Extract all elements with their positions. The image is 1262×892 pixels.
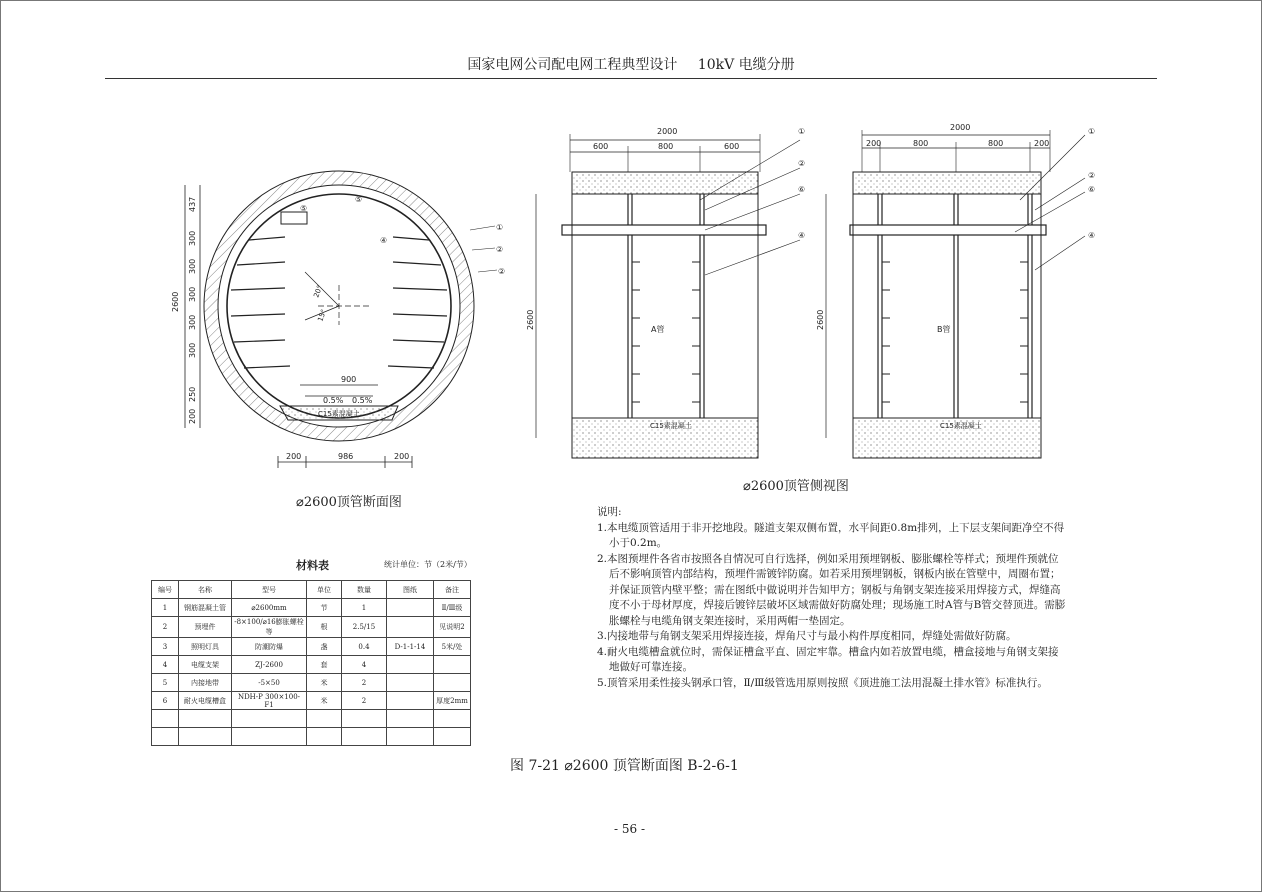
table-cell bbox=[387, 674, 434, 692]
table-row bbox=[152, 710, 471, 728]
col-header: 备注 bbox=[434, 581, 471, 599]
table-cell bbox=[387, 692, 434, 710]
cross-section-drawing bbox=[185, 171, 497, 468]
table-row bbox=[152, 599, 471, 617]
table-cell bbox=[152, 710, 179, 728]
table-cell: 5米/处 bbox=[434, 638, 471, 656]
side-b-callout-2: ② bbox=[1088, 171, 1096, 180]
table-cell: 根 bbox=[307, 617, 342, 638]
table-cell: 电缆支架 bbox=[179, 656, 232, 674]
table-cell: 2 bbox=[342, 692, 387, 710]
table-cell bbox=[179, 728, 232, 746]
col-header: 图纸 bbox=[387, 581, 434, 599]
dim-left-7: 250 bbox=[188, 386, 197, 402]
table-cell: 内接地带 bbox=[179, 674, 232, 692]
slope-right: 0.5% bbox=[352, 396, 373, 405]
section-caption: ⌀2600顶管断面图 bbox=[296, 495, 402, 510]
right-cable-brackets bbox=[388, 237, 447, 368]
figure-caption: 图 7-21 ⌀2600 顶管断面图 B-2-6-1 bbox=[510, 758, 739, 774]
table-cell bbox=[152, 728, 179, 746]
table-cell bbox=[387, 656, 434, 674]
dim-left-5: 300 bbox=[188, 314, 197, 330]
side-a-seg2: 800 bbox=[658, 142, 674, 151]
side-b-pipe: B管 bbox=[937, 325, 951, 334]
side-b-concrete: C15素混凝土 bbox=[940, 422, 982, 430]
side-b-callout-4: ④ bbox=[1088, 231, 1096, 240]
notes-title: 说明: bbox=[597, 506, 622, 518]
table-cell: 节 bbox=[307, 599, 342, 617]
table-cell bbox=[387, 617, 434, 638]
dim-bottom-2: 986 bbox=[338, 452, 354, 461]
table-cell: 米 bbox=[307, 674, 342, 692]
table-cell: 套 bbox=[307, 656, 342, 674]
table-cell: ZJ-2600 bbox=[232, 656, 307, 674]
side-b-seg1: 200 bbox=[866, 139, 882, 148]
note-4: 4.耐火电缆槽盒就位时，需保证槽盒平直、固定牢靠。槽盒内如若放置电缆，槽盒接地与角钢支架接地做好可靠连接。 bbox=[597, 645, 1059, 673]
table-cell: 防潮防爆 bbox=[232, 638, 307, 656]
table-cell bbox=[434, 674, 471, 692]
col-header: 单位 bbox=[307, 581, 342, 599]
table-cell bbox=[387, 728, 434, 746]
table-cell bbox=[387, 599, 434, 617]
table-cell: 3 bbox=[152, 638, 179, 656]
callout-5: ⑤ bbox=[300, 204, 308, 213]
table-cell: 1 bbox=[152, 599, 179, 617]
table-cell: 2 bbox=[152, 617, 179, 638]
table-cell: 2.5/15 bbox=[342, 617, 387, 638]
materials-title: 材料表 bbox=[296, 559, 329, 572]
table-row bbox=[152, 638, 471, 656]
table-row bbox=[152, 692, 471, 710]
side-b-seg3: 800 bbox=[988, 139, 1004, 148]
side-a-callout-4: ④ bbox=[798, 231, 806, 240]
side-view-a bbox=[536, 134, 800, 458]
side-view-b bbox=[826, 130, 1085, 458]
callout-3: ② bbox=[498, 267, 506, 276]
side-b-callout-1: ① bbox=[1088, 127, 1096, 136]
side-a-seg1: 600 bbox=[593, 142, 609, 151]
side-caption: ⌀2600顶管侧视图 bbox=[743, 479, 849, 494]
side-b-height: 2600 bbox=[816, 309, 825, 330]
table-cell: 厚度2mm bbox=[434, 692, 471, 710]
side-b-seg4: 200 bbox=[1034, 139, 1050, 148]
left-cable-brackets bbox=[231, 237, 290, 368]
angle-label-1: 20° bbox=[312, 284, 325, 299]
page-number: - 56 - bbox=[614, 822, 646, 836]
table-cell: 钢筋混凝土管 bbox=[179, 599, 232, 617]
table-cell: 6 bbox=[152, 692, 179, 710]
table-cell bbox=[434, 656, 471, 674]
dim-bottom-3: 200 bbox=[394, 452, 410, 461]
table-cell bbox=[342, 710, 387, 728]
table-row bbox=[152, 656, 471, 674]
table-cell: 2 bbox=[342, 674, 387, 692]
header-title: 国家电网公司配电网工程典型设计 bbox=[467, 57, 678, 73]
dim-left-3: 300 bbox=[188, 258, 197, 274]
table-cell bbox=[434, 710, 471, 728]
materials-table bbox=[151, 580, 471, 746]
col-header: 数量 bbox=[342, 581, 387, 599]
slope-left: 0.5% bbox=[323, 396, 344, 405]
table-cell: 照明灯具 bbox=[179, 638, 232, 656]
callout-4: ⑤ bbox=[355, 195, 363, 204]
materials-unit-note: 统计单位：节（2米/节） bbox=[384, 560, 472, 569]
col-header: 名称 bbox=[179, 581, 232, 599]
callout-1: ① bbox=[496, 223, 504, 232]
callout-6: ④ bbox=[380, 236, 388, 245]
side-a-callout-2: ② bbox=[798, 159, 806, 168]
table-cell bbox=[232, 728, 307, 746]
table-cell bbox=[307, 728, 342, 746]
table-cell bbox=[179, 710, 232, 728]
dim-overall-height: 2600 bbox=[171, 291, 180, 312]
dim-left-1: 437 bbox=[188, 196, 197, 212]
side-a-callout-1: ① bbox=[798, 127, 806, 136]
materials-header-row bbox=[152, 581, 471, 599]
side-a-concrete: C15素混凝土 bbox=[650, 422, 692, 430]
side-a-callout-3: ⑥ bbox=[798, 185, 806, 194]
side-b-seg2: 800 bbox=[913, 139, 929, 148]
table-row bbox=[152, 674, 471, 692]
header-subtitle: 10kV 电缆分册 bbox=[697, 57, 795, 73]
side-a-total: 2000 bbox=[657, 127, 678, 136]
side-a-pipe: A管 bbox=[651, 325, 665, 334]
note-1: 1.本电缆顶管适用于非开挖地段。隧道支架双侧布置，水平间距0.8m排列，上下层支架间距净空不得小于0.2m。 bbox=[597, 521, 1065, 549]
table-cell bbox=[232, 710, 307, 728]
table-row bbox=[152, 617, 471, 638]
table-cell: 0.4 bbox=[342, 638, 387, 656]
dim-inner-width: 900 bbox=[341, 375, 357, 384]
note-5: 5.顶管采用柔性接头钢承口管，Ⅱ/Ⅲ级管选用原则按照《顶进施工法用混凝土排水管》标准执行。 bbox=[597, 676, 1048, 689]
table-cell: 1 bbox=[342, 599, 387, 617]
table-cell: 米 bbox=[307, 692, 342, 710]
table-cell bbox=[307, 710, 342, 728]
col-header: 编号 bbox=[152, 581, 179, 599]
table-cell: ⌀2600mm bbox=[232, 599, 307, 617]
table-cell: 4 bbox=[342, 656, 387, 674]
table-cell: -8×100/⌀16膨胀螺栓等 bbox=[232, 617, 307, 638]
note-3: 3.内接地带与角钢支架采用焊接连接，焊角尺寸与最小构件厚度相同，焊缝处需做好防腐。 bbox=[597, 630, 1017, 642]
side-a-height: 2600 bbox=[526, 309, 535, 330]
concrete-label: C15素混凝土 bbox=[318, 410, 360, 418]
table-cell: 4 bbox=[152, 656, 179, 674]
design-notes bbox=[597, 505, 1067, 691]
side-a-seg3: 600 bbox=[724, 142, 740, 151]
side-b-callout-3: ⑥ bbox=[1088, 185, 1096, 194]
col-header: 型号 bbox=[232, 581, 307, 599]
dim-left-2: 300 bbox=[188, 230, 197, 246]
table-cell bbox=[387, 710, 434, 728]
dim-left-6: 300 bbox=[188, 342, 197, 358]
angle-label-2: 15° bbox=[316, 308, 329, 323]
callout-2: ② bbox=[496, 245, 504, 254]
table-cell: D-1-1-14 bbox=[387, 638, 434, 656]
table-cell: 5 bbox=[152, 674, 179, 692]
dim-left-8: 200 bbox=[188, 408, 197, 424]
dim-bottom-1: 200 bbox=[286, 452, 302, 461]
table-cell: NDH-P 300×100-F1 bbox=[232, 692, 307, 710]
table-cell: 见说明2 bbox=[434, 617, 471, 638]
table-row bbox=[152, 728, 471, 746]
table-cell: 盏 bbox=[307, 638, 342, 656]
table-cell: -5×50 bbox=[232, 674, 307, 692]
table-cell: Ⅱ/Ⅲ级 bbox=[434, 599, 471, 617]
side-b-total: 2000 bbox=[950, 123, 971, 132]
cable-tray bbox=[281, 212, 307, 224]
dim-left-4: 300 bbox=[188, 286, 197, 302]
table-cell: 耐火电缆槽盒 bbox=[179, 692, 232, 710]
table-cell bbox=[434, 728, 471, 746]
note-2: 2.本图预埋件各省市按照各自情况可自行选择，例如采用预埋钢板、膨胀螺栓等样式；预埋件预就位后不影响顶管内部结构，预埋件需镀锌防腐。如若采用预埋钢板，钢板内嵌在管壁中，周圈布置；并保证顶管内壁平整；需在图纸中做说明并告知甲方；钢板与角钢支架连接采用焊接方式，焊缝高度不小于母材厚度，焊接后镀锌层破坏区域需做好防腐处理；现场施工时A管与B管交替顶进。需膨胀螺栓与电缆角钢支架连接时，采用两帽一垫固定。 bbox=[597, 552, 1066, 627]
table-cell bbox=[342, 728, 387, 746]
table-cell: 预埋件 bbox=[179, 617, 232, 638]
